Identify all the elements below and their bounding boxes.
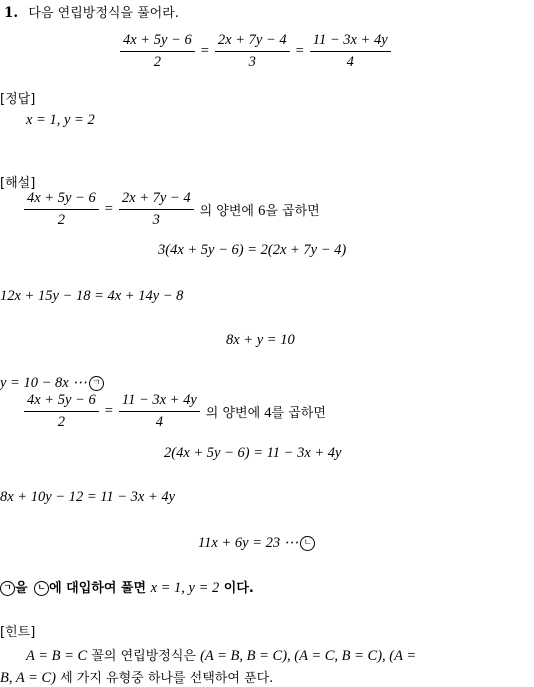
solution-line-f: 8x + 10y − 12 = 11 − 3x + 4y [0,489,176,505]
solution-line-c: 8x + y = 10 [226,332,295,348]
answer-value: x = 1, y = 2 [26,112,95,128]
solution-label: [해설] [0,176,36,191]
solution-conclusion: ㄱ 을 ㄴ 에 대입하여 풀면 x = 1, y = 2 이다. [0,577,254,597]
hint-label: [힌트] [0,625,36,640]
problem-number: 1. [4,5,19,21]
fraction: $\frac{2x + 7y - 4}{3}$ [215,32,290,71]
solution-line-g: 11x + 6y = 23 ⋯ ㄴ [198,535,315,552]
hint-line-2: B, A = C) 세 가지 유형중 하나를 선택하여 푼다. [0,670,274,686]
fraction: $\frac{4x + 5y - 6}{2}$ [24,392,99,431]
problem-prompt: 다음 연립방정식을 풀어라. [28,6,179,21]
circled-mark-b: ㄴ [34,581,49,596]
circled-mark-2: ㄴ [300,536,315,551]
hint-line-1: A = B = C 꼴의 연립방정식은 (A = B, B = C), (A = C, B = C), (A = [26,648,417,664]
problem-equation: $\frac{4x + 5y - 6}{2}$ = $\frac{2x + 7y - 4}{3}$ = $\frac{11 - 3x + 4y}{4}$ [118,32,393,71]
fraction: $\frac{4x + 5y - 6}{2}$ [24,190,99,229]
fraction: $\frac{4x + 5y - 6}{2}$ [120,32,195,71]
circled-mark-a: ㄱ [0,581,15,596]
answer-label: [정답] [0,92,36,107]
solution-line-e: 2(4x + 5y − 6) = 11 − 3x + 4y [164,445,342,461]
problem-heading [4,2,179,21]
solution-line-d: y = 10 − 8x ⋯ ㄱ [0,375,104,392]
fraction: $\frac{11 - 3x + 4y}{4}$ [310,32,391,71]
fraction: $\frac{2x + 7y - 4}{3}$ [119,190,194,229]
solution-line-a: 3(4x + 5y − 6) = 2(2x + 7y − 4) [158,242,347,258]
solution-step2: $\frac{4x + 5y - 6}{2}$ = $\frac{11 - 3x + 4y}{4}$ 의 양변에 4를 곱하면 [22,392,326,431]
solution-line-b: 12x + 15y − 18 = 4x + 14y − 8 [0,288,184,304]
circled-mark-1: ㄱ [89,376,104,391]
solution-step1: $\frac{4x + 5y - 6}{2}$ = $\frac{2x + 7y - 4}{3}$ 의 양변에 6을 곱하면 [22,190,320,229]
fraction: $\frac{11 - 3x + 4y}{4}$ [119,392,200,431]
